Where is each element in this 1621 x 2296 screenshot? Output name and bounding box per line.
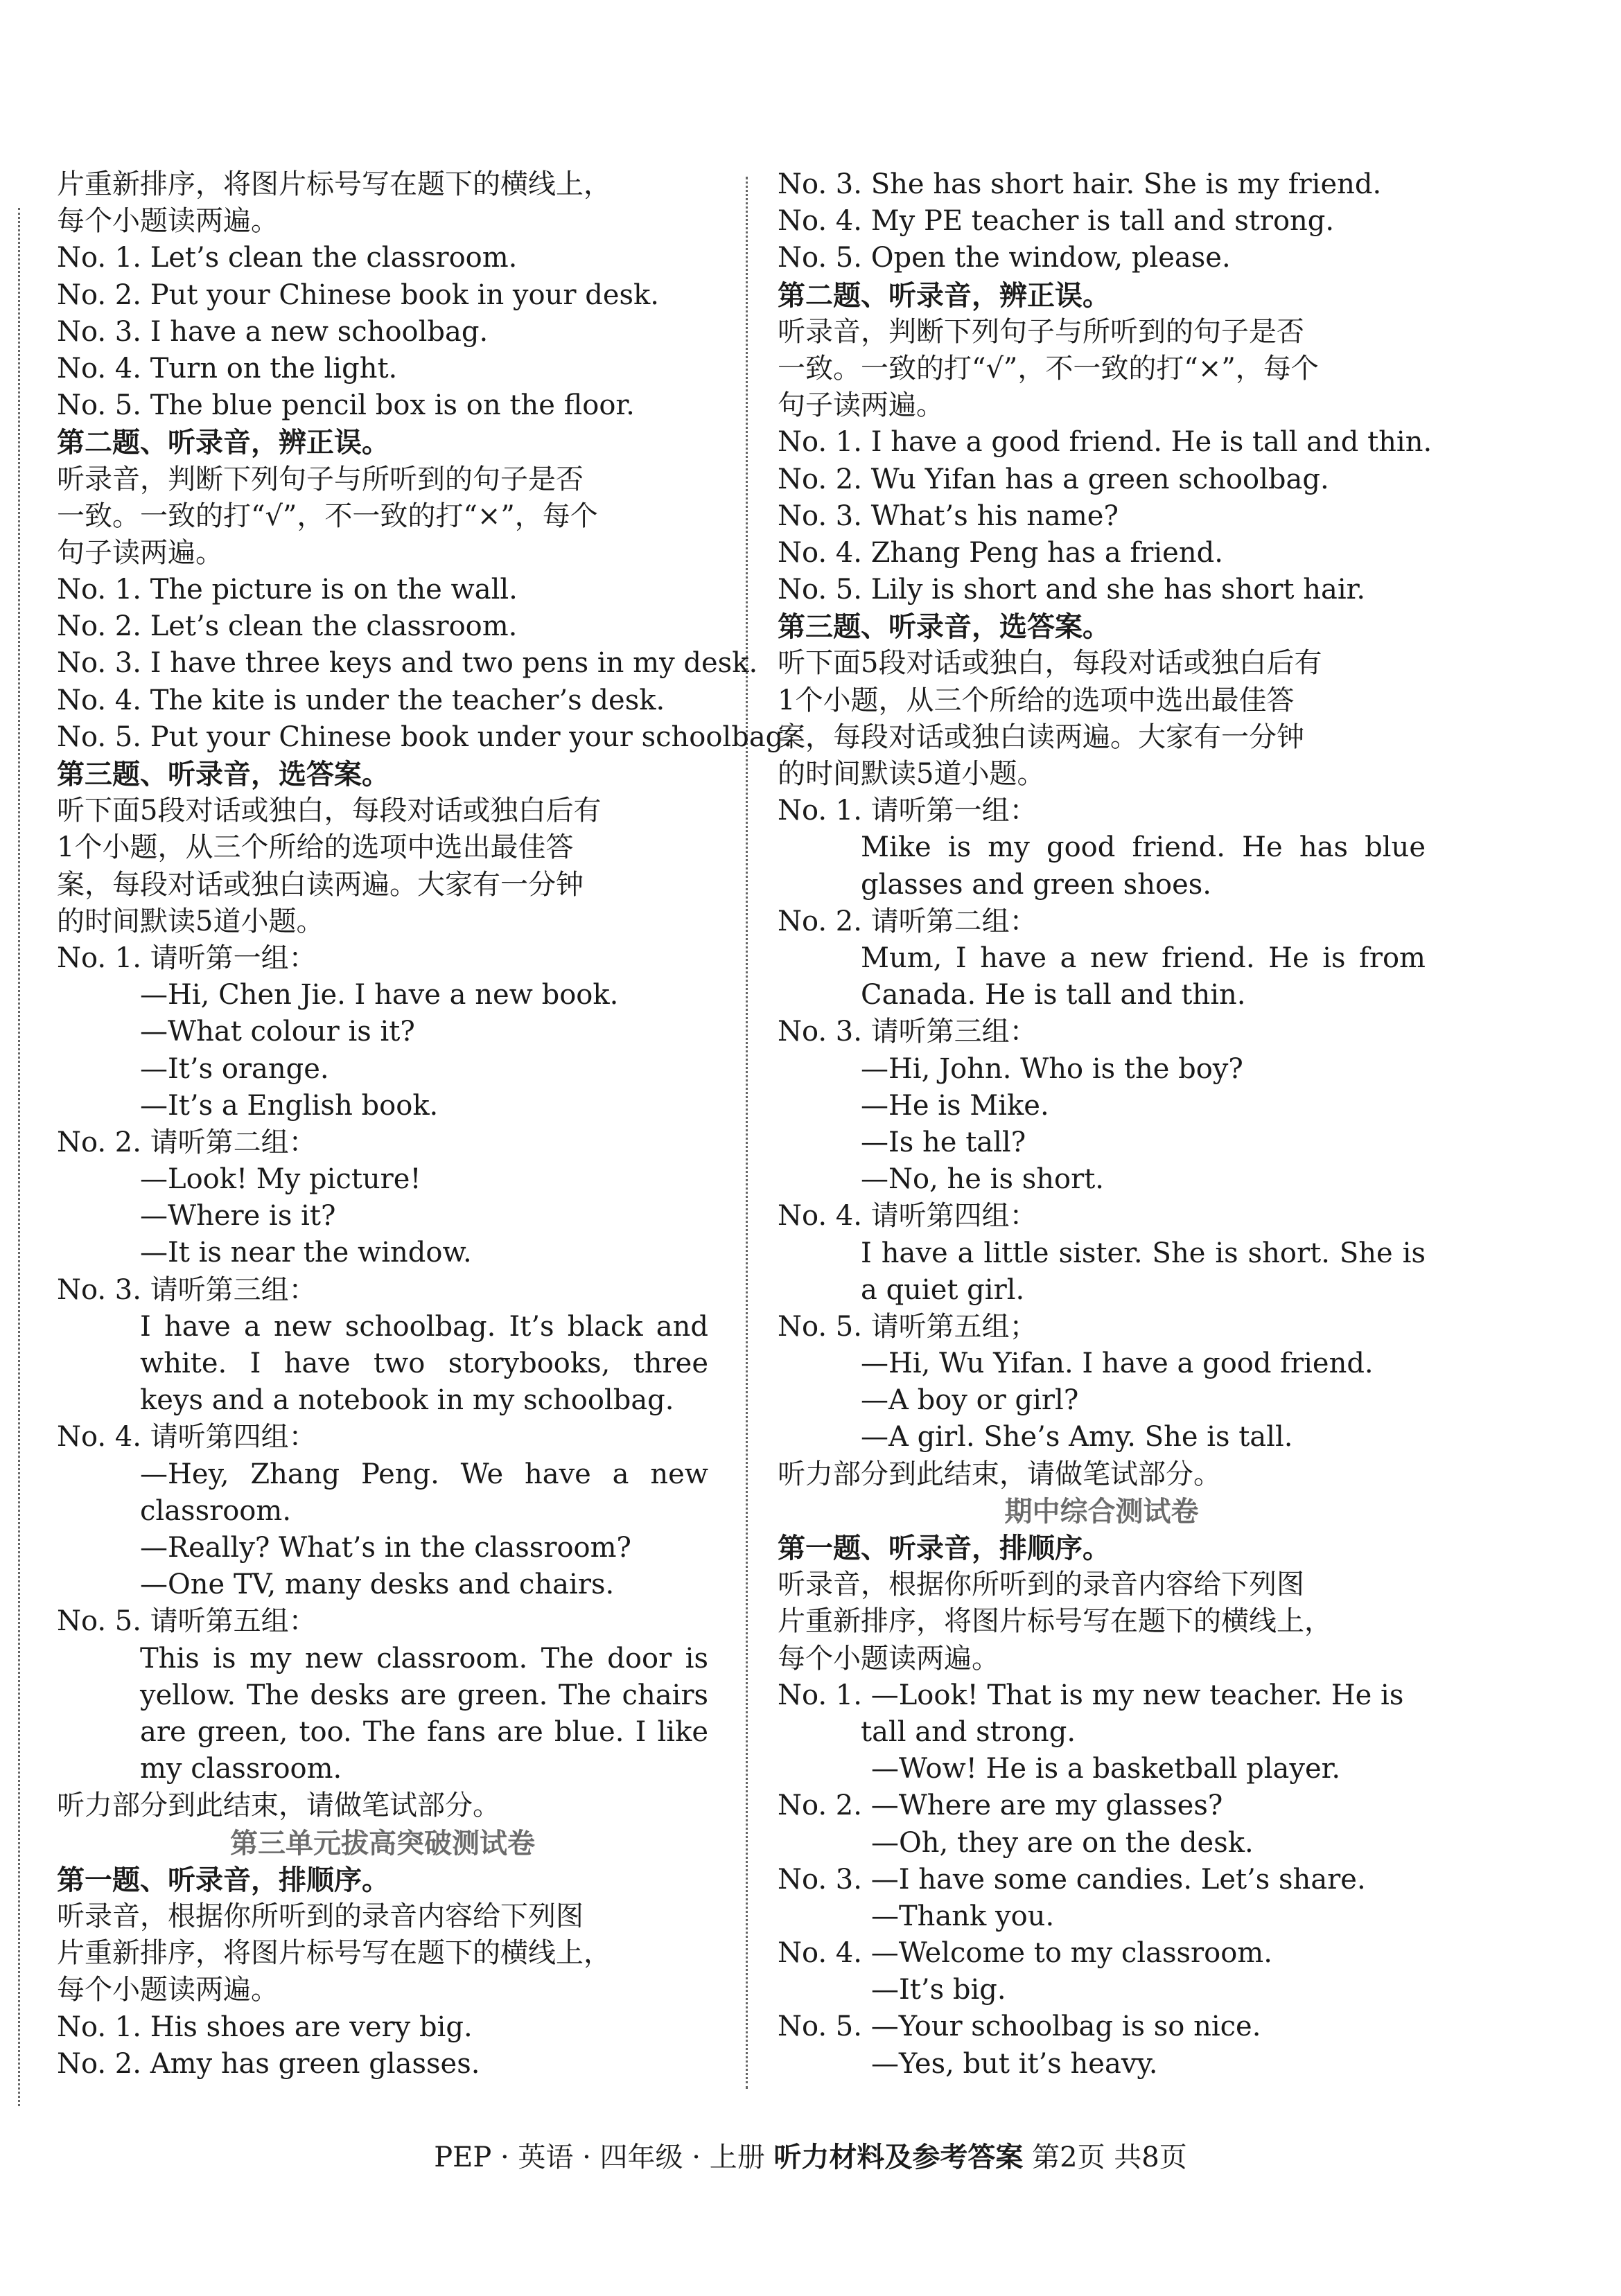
dialogue-line: —Wow! He is a basketball player. bbox=[871, 1753, 1341, 1785]
text-line: No. 3. What’s his name? bbox=[778, 500, 1119, 532]
footer-book-info: PEP · 英语 · 四年级 · 上册 bbox=[434, 2142, 774, 2173]
section-heading: 第一题、听录音，排顺序。 bbox=[778, 1532, 1110, 1565]
question-number: No. 4. 请听第四组： bbox=[778, 1200, 1037, 1233]
dialogue-line: —It is near the window. bbox=[140, 1237, 472, 1269]
text-line: 一致。一致的打“√”，不一致的打“×”，每个 bbox=[57, 500, 598, 532]
dialogue-line: —What colour is it? bbox=[140, 1016, 415, 1048]
dialogue-line: —Really? What’s in the classroom? bbox=[140, 1532, 631, 1564]
text-line: 听录音，根据你所听到的录音内容给下列图 bbox=[57, 1900, 584, 1932]
question-number: No. 1. 请听第一组： bbox=[57, 942, 317, 974]
text-line: 听录音，判断下列句子与所听到的句子是否 bbox=[778, 315, 1304, 348]
text-line: No. 2. Put your Chinese book in your desk. bbox=[57, 279, 659, 311]
text-line: 案，每段对话或独白读两遍。大家有一分钟 bbox=[57, 868, 584, 901]
monologue-paragraph: This is my new classroom. The door is yellow. The desks are green. The chairs are green, too. The fans are blue. I like my classroom. bbox=[140, 1642, 708, 1785]
text-line: No. 1. The picture is on the wall. bbox=[57, 574, 518, 606]
question-number: No. 3. 请听第三组： bbox=[57, 1273, 317, 1306]
question-number: No. 2. 请听第二组： bbox=[57, 1126, 317, 1158]
section-heading: 第二题、听录音，辨正误。 bbox=[57, 426, 389, 459]
dialogue-line: —Is he tall? bbox=[861, 1126, 1026, 1158]
text-line: 听录音，根据你所听到的录音内容给下列图 bbox=[778, 1569, 1304, 1601]
question-number: No. 3. 请听第三组： bbox=[778, 1016, 1037, 1048]
text-line: No. 2. Amy has green glasses. bbox=[57, 2047, 480, 2080]
text-line: No. 4. Zhang Peng has a friend. bbox=[778, 536, 1223, 569]
dialogue-line: —It’s a English book. bbox=[140, 1089, 439, 1122]
text-line: No. 1. His shoes are very big. bbox=[57, 2011, 473, 2043]
text-line: No. 1. I have a good friend. He is tall and thin. bbox=[778, 426, 1432, 459]
text-line: No. 5. Put your Chinese book under your schoolbag. bbox=[57, 721, 792, 753]
monologue-paragraph: I have a new schoolbag. It’s black and white. I have two storybooks, three keys and a notebook in my schoolbag. bbox=[140, 1310, 708, 1417]
right-column bbox=[778, 166, 1432, 2083]
dialogue-line: —Yes, but it’s heavy. bbox=[871, 2047, 1158, 2080]
left-margin-divider bbox=[18, 208, 20, 2106]
question-number: No. 4. 请听第四组： bbox=[57, 1421, 317, 1454]
dialogue-line: —Hi, Chen Jie. I have a new book. bbox=[140, 979, 619, 1012]
text-line: No. 4. Turn on the light. bbox=[57, 352, 398, 385]
text-line: No. 4. The kite is under the teacher’s desk. bbox=[57, 684, 665, 716]
question-number: No. 5. 请听第五组： bbox=[57, 1605, 317, 1638]
text-line: No. 3. I have a new schoolbag. bbox=[57, 315, 489, 348]
question-number: No. 5. 请听第五组； bbox=[778, 1310, 1037, 1343]
monologue-paragraph: I have a little sister. She is short. She is a quiet girl. bbox=[861, 1237, 1426, 1306]
text-line: 听下面5段对话或独白，每段对话或独白后有 bbox=[778, 647, 1322, 680]
text-line: 一致。一致的打“√”，不一致的打“×”，每个 bbox=[778, 352, 1319, 385]
text-line: No. 4. My PE teacher is tall and strong. bbox=[778, 205, 1335, 238]
text-line: 片重新排序，将图片标号写在题下的横线上， bbox=[778, 1605, 1332, 1638]
monologue-paragraph: Mum, I have a new friend. He is from Canada. He is tall and thin. bbox=[861, 942, 1426, 1012]
text-line: 片重新排序，将图片标号写在题下的横线上， bbox=[57, 168, 611, 200]
dialogue-line: No. 2. —Where are my glasses? bbox=[778, 1790, 1223, 1822]
text-line: No. 5. Open the window, please. bbox=[778, 242, 1231, 274]
dialogue-line: No. 3. —I have some candies. Let’s share. bbox=[778, 1863, 1366, 1896]
dialogue-line: —He is Mike. bbox=[861, 1089, 1049, 1122]
dialogue-line: —One TV, many desks and chairs. bbox=[140, 1569, 615, 1601]
dialogue-line: —A boy or girl? bbox=[861, 1384, 1079, 1417]
text-line: 1个小题，从三个所给的选项中选出最佳答 bbox=[778, 684, 1295, 716]
dialogue-line: —Look! My picture! bbox=[140, 1163, 421, 1196]
text-line: 的时间默读5道小题。 bbox=[778, 758, 1045, 790]
section-heading: 第一题、听录音，排顺序。 bbox=[57, 1863, 389, 1896]
dialogue-line: —Hey, Zhang Peng. We have a new classroom. bbox=[140, 1458, 708, 1527]
text-line: No. 3. She has short hair. She is my friend. bbox=[778, 168, 1382, 200]
dialogue-line: No. 5. —Your schoolbag is so nice. bbox=[778, 2011, 1261, 2043]
text-line: 1个小题，从三个所给的选项中选出最佳答 bbox=[57, 831, 574, 864]
section-heading: 第二题、听录音，辨正误。 bbox=[778, 279, 1110, 312]
dialogue-line: —Oh, they are on the desk. bbox=[871, 1826, 1254, 1859]
left-column bbox=[57, 166, 792, 2083]
text-line: No. 3. I have three keys and two pens in my desk. bbox=[57, 647, 758, 680]
monologue-paragraph: Mike is my good friend. He has blue glasses and green shoes. bbox=[861, 831, 1426, 901]
section-heading: 第三题、听录音，选答案。 bbox=[57, 758, 389, 791]
dialogue-line: No. 1. —Look! That is my new teacher. He is bbox=[778, 1679, 1404, 1711]
dialogue-line: —Thank you. bbox=[871, 1900, 1055, 1932]
text-line: No. 1. Let’s clean the classroom. bbox=[57, 242, 518, 274]
text-line: 案，每段对话或独白读两遍。大家有一分钟 bbox=[778, 721, 1304, 753]
text-line: 听力部分到此结束，请做笔试部分。 bbox=[778, 1458, 1221, 1490]
text-line: 听下面5段对话或独白，每段对话或独白后有 bbox=[57, 795, 602, 827]
text-line: 每个小题读两遍。 bbox=[778, 1642, 999, 1675]
page-footer bbox=[0, 2135, 1621, 2175]
dialogue-line: —No, he is short. bbox=[861, 1163, 1104, 1196]
dialogue-line: —Hi, Wu Yifan. I have a good friend. bbox=[861, 1348, 1374, 1380]
question-number: No. 2. 请听第二组： bbox=[778, 905, 1037, 937]
column-divider bbox=[746, 177, 748, 2089]
text-line: 句子读两遍。 bbox=[778, 389, 944, 422]
text-line: 每个小题读两遍。 bbox=[57, 1974, 279, 2006]
text-line: 每个小题读两遍。 bbox=[57, 205, 279, 238]
text-line: No. 5. The blue pencil box is on the floor. bbox=[57, 389, 635, 422]
text-line: 听力部分到此结束，请做笔试部分。 bbox=[57, 1790, 500, 1822]
dialogue-line: —A girl. She’s Amy. She is tall. bbox=[861, 1421, 1293, 1454]
dialogue-line: No. 4. —Welcome to my classroom. bbox=[778, 1937, 1272, 1970]
footer-title: 听力材料及参考答案 bbox=[773, 2142, 1024, 2173]
dialogue-line: —Hi, John. Who is the boy? bbox=[861, 1052, 1243, 1085]
text-line: No. 5. Lily is short and she has short hair. bbox=[778, 574, 1366, 606]
question-number: No. 1. 请听第一组： bbox=[778, 795, 1037, 827]
test-title: 期中综合测试卷 bbox=[1004, 1494, 1199, 1528]
text-line: 句子读两遍。 bbox=[57, 536, 223, 569]
text-line: 的时间默读5道小题。 bbox=[57, 905, 324, 937]
dialogue-line: —It’s big. bbox=[871, 1974, 1006, 2006]
text-line: 听录音，判断下列句子与所听到的句子是否 bbox=[57, 463, 584, 495]
text-line: 片重新排序，将图片标号写在题下的横线上， bbox=[57, 1937, 611, 1970]
section-heading: 第三题、听录音，选答案。 bbox=[778, 610, 1110, 644]
dialogue-line: tall and strong. bbox=[861, 1715, 1076, 1748]
test-title: 第三单元拔高突破测试卷 bbox=[230, 1826, 535, 1860]
footer-page-number: 第2页 共8页 bbox=[1023, 2142, 1187, 2173]
text-line: No. 2. Wu Yifan has a green schoolbag. bbox=[778, 463, 1329, 495]
dialogue-line: —Where is it? bbox=[140, 1200, 336, 1233]
text-line: No. 2. Let’s clean the classroom. bbox=[57, 610, 518, 643]
dialogue-line: —It’s orange. bbox=[140, 1052, 329, 1085]
